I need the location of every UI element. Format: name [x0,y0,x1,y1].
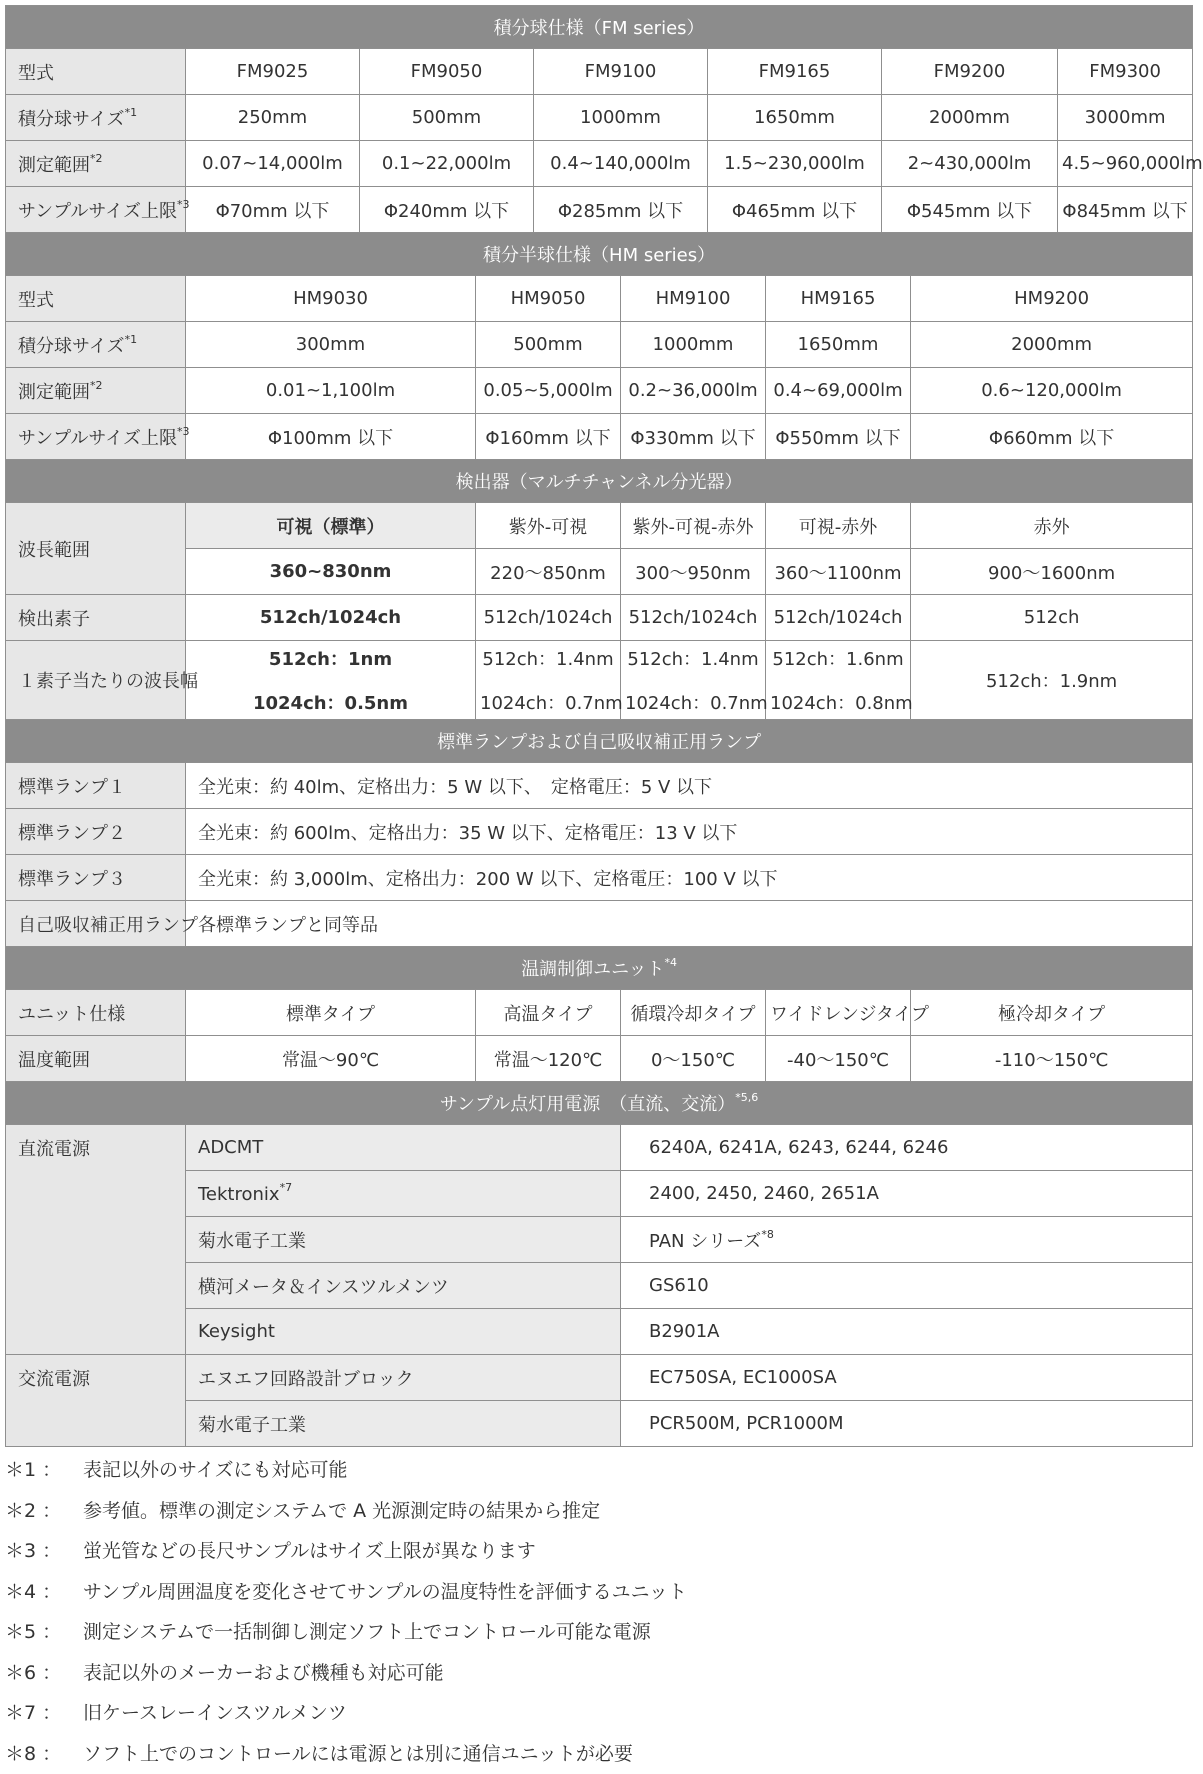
hm-range-cell: 0.6~120,000lm [911,368,1193,414]
fm-size-cell: 3000mm [1058,95,1193,141]
hm-sample-cell: Φ100mm 以下 [186,414,476,460]
temp-range-label: 温度範囲 [6,1036,186,1082]
detector-element-cell: 512ch/1024ch [766,595,911,641]
spec-table [5,5,1203,1447]
lamp-value: 全光束：約 40lm、定格出力：5 W 以下、 定格電圧：5 V 以下 [186,763,1193,809]
fm-sample-cell: Φ70mm 以下 [186,187,360,233]
power-models: PCR500M, PCR1000M [621,1401,1193,1447]
temp-range-cell: -40～150℃ [766,1036,911,1082]
fm-range-cell: 4.5~960,000lm [1058,141,1193,187]
dc-power-label: 直流電源 [6,1125,186,1355]
fm-size-cell: 500mm [360,95,534,141]
temp-type-cell: 標準タイプ [186,990,476,1036]
detector-wave-cell: 220～850nm [476,549,621,595]
fm-model-cell: FM9025 [186,49,360,95]
footnotes [5,1450,1185,1774]
spec-sheet [5,5,1203,1447]
temp-range-cell: 0～150℃ [621,1036,766,1082]
fm-size-row [6,95,1193,141]
footnote: ＊3 ： 蛍光管などの長尺サンプルはサイズ上限が異なります [5,1540,536,1562]
detector-width-cell: 512ch：1.6nm 1024ch：0.8nm [766,641,911,720]
fm-model-cell: FM9165 [708,49,882,95]
fm-model-label: 型式 [6,49,186,95]
fm-section-title: 積分球仕様（FM series） [6,6,1193,49]
fm-range-cell: 0.07~14,000lm [186,141,360,187]
detector-type-cell: 紫外-可視 [476,503,621,549]
temp-spec-label: ユニット仕様 [6,990,186,1036]
hm-size-cell: 1000mm [621,322,766,368]
hm-range-cell: 0.05~5,000lm [476,368,621,414]
detector-wave-cell: 360～1100nm [766,549,911,595]
hm-size-cell: 500mm [476,322,621,368]
temp-section-title: 温調制御ユニット$^{*4}$ [6,947,1193,990]
detector-element-cell: 512ch/1024ch [186,595,476,641]
detector-width-cell: 512ch：1.9nm [911,641,1193,720]
hm-section-title: 積分半球仕様（HM series） [6,233,1193,276]
fm-model-cell: FM9200 [882,49,1058,95]
lamp-row [6,901,1193,947]
detector-type-cell: 赤外 [911,503,1193,549]
fm-model-cell: FM9100 [534,49,708,95]
fm-size-cell: 1650mm [708,95,882,141]
power-row [6,1125,1193,1171]
lamp-label: 自己吸収補正用ランプ [6,901,186,947]
power-models: GS610 [621,1263,1193,1309]
lamp-label: 標準ランプ２ [6,809,186,855]
detector-wave-cell: 300～950nm [621,549,766,595]
temp-type-cell: 極冷却タイプ [911,990,1193,1036]
lamp-row [6,809,1193,855]
fm-model-cell: FM9050 [360,49,534,95]
lamp-value: 各標準ランプと同等品 [186,901,1193,947]
detector-element-label: 検出素子 [6,595,186,641]
detector-element-cell: 512ch [911,595,1193,641]
hm-model-cell: HM9030 [186,276,476,322]
fm-model-cell: FM9300 [1058,49,1193,95]
detector-wave-cell: 900～1600nm [911,549,1193,595]
temp-type-cell: 循環冷却タイプ [621,990,766,1036]
fm-sample-cell: Φ285mm 以下 [534,187,708,233]
hm-sample-label: サンプルサイズ上限$^{*3}$ [6,414,186,460]
footnote: ＊2 ： 参考値。標準の測定システムで A 光源測定時の結果から推定 [5,1499,601,1522]
detector-wave-cell: 360~830nm [186,549,476,595]
fm-sample-cell: Φ240mm 以下 [360,187,534,233]
fm-size-cell: 250mm [186,95,360,141]
power-models: B2901A [621,1309,1193,1355]
fm-size-cell: 1000mm [534,95,708,141]
detector-width-cell: 512ch：1nm 1024ch：0.5nm [186,641,476,720]
detector-width-label: １素子当たりの波長幅 [6,641,186,720]
fm-range-label: 測定範囲$^{*2}$ [6,141,186,187]
hm-model-cell: HM9100 [621,276,766,322]
hm-sample-cell: Φ330mm 以下 [621,414,766,460]
detector-type-row [6,503,1193,549]
temp-range-cell: 常温～120℃ [476,1036,621,1082]
fm-range-cell: 0.1~22,000lm [360,141,534,187]
footnote: ＊6 ： 表記以外のメーカーおよび機種も対応可能 [5,1661,444,1684]
hm-model-cell: HM9165 [766,276,911,322]
fm-range-row [6,141,1193,187]
power-maker: Keysight [186,1309,621,1355]
detector-element-row [6,595,1193,641]
fm-range-cell: 2~430,000lm [882,141,1058,187]
hm-sample-row [6,414,1193,460]
power-models: EC750SA, EC1000SA [621,1355,1193,1401]
detector-wave-label: 波長範囲 [6,503,186,595]
fm-sample-label: サンプルサイズ上限$^{*3}$ [6,187,186,233]
fm-sample-row [6,187,1193,233]
temp-spec-row [6,990,1193,1036]
power-maker: Tektronix$^{*7}$ [186,1171,621,1217]
hm-range-cell: 0.2~36,000lm [621,368,766,414]
temp-type-cell: 高温タイプ [476,990,621,1036]
footnote: ＊1 ： 表記以外のサイズにも対応可能 [5,1459,348,1481]
detector-element-cell: 512ch/1024ch [476,595,621,641]
hm-model-label: 型式 [6,276,186,322]
hm-size-row [6,322,1193,368]
power-maker: エヌエフ回路設計ブロック [186,1355,621,1401]
power-maker: 菊水電子工業 [186,1401,621,1447]
lamp-label: 標準ランプ３ [6,855,186,901]
hm-model-cell: HM9200 [911,276,1193,322]
footnote: ＊7 ： 旧ケースレーインスツルメンツ [5,1702,347,1724]
hm-sample-cell: Φ660mm 以下 [911,414,1193,460]
hm-size-cell: 2000mm [911,322,1193,368]
hm-size-label: 積分球サイズ$^{*1}$ [6,322,186,368]
power-maker: ADCMT [186,1125,621,1171]
temp-range-cell: 常温～90℃ [186,1036,476,1082]
detector-type-cell: 可視-赤外 [766,503,911,549]
hm-size-cell: 1650mm [766,322,911,368]
power-row [6,1355,1193,1401]
fm-sample-cell: Φ465mm 以下 [708,187,882,233]
hm-sample-cell: Φ160mm 以下 [476,414,621,460]
lamp-value: 全光束：約 600lm、定格出力：35 W 以下、定格電圧：13 V 以下 [186,809,1193,855]
detector-element-cell: 512ch/1024ch [621,595,766,641]
hm-range-cell: 0.01~1,100lm [186,368,476,414]
detector-type-cell: 紫外-可視-赤外 [621,503,766,549]
power-models: 6240A, 6241A, 6243, 6244, 6246 [621,1125,1193,1171]
lamp-label: 標準ランプ１ [6,763,186,809]
power-section-title: サンプル点灯用電源 （直流、交流）$^{*5,6}$ [6,1082,1193,1125]
fm-model-row [6,49,1193,95]
fm-sample-cell: Φ845mm 以下 [1058,187,1193,233]
hm-model-cell: HM9050 [476,276,621,322]
footnote: ＊4 ： サンプル周囲温度を変化させてサンプルの温度特性を評価するユニット [5,1580,687,1603]
footnote: ＊5 ： 測定システムで一括制御し測定ソフト上でコントロール可能な電源 [5,1621,651,1643]
hm-size-cell: 300mm [186,322,476,368]
fm-sample-cell: Φ545mm 以下 [882,187,1058,233]
fm-size-cell: 2000mm [882,95,1058,141]
hm-range-cell: 0.4~69,000lm [766,368,911,414]
detector-section-title: 検出器（マルチチャンネル分光器） [6,460,1193,503]
lamp-value: 全光束：約 3,000lm、定格出力：200 W 以下、定格電圧：100 V 以下 [186,855,1193,901]
fm-range-cell: 1.5~230,000lm [708,141,882,187]
footnote: ＊8 ： ソフト上でのコントロールには電源とは別に通信ユニットが必要 [5,1742,633,1765]
power-maker: 横河メータ＆インスツルメンツ [186,1263,621,1309]
detector-width-cell: 512ch：1.4nm 1024ch：0.7nm [476,641,621,720]
fm-size-label: 積分球サイズ$^{*1}$ [6,95,186,141]
hm-sample-cell: Φ550mm 以下 [766,414,911,460]
lamp-section-title: 標準ランプおよび自己吸収補正用ランプ [6,720,1193,763]
power-models: 2400, 2450, 2460, 2651A [621,1171,1193,1217]
fm-range-cell: 0.4~140,000lm [534,141,708,187]
temp-range-cell: -110～150℃ [911,1036,1193,1082]
detector-width-cell: 512ch：1.4nm 1024ch：0.7nm [621,641,766,720]
hm-range-row [6,368,1193,414]
hm-range-label: 測定範囲$^{*2}$ [6,368,186,414]
ac-power-label: 交流電源 [6,1355,186,1447]
power-maker: 菊水電子工業 [186,1217,621,1263]
hm-model-row [6,276,1193,322]
lamp-row [6,855,1193,901]
detector-type-cell: 可視（標準） [186,503,476,549]
temp-type-cell: ワイドレンジタイプ [766,990,911,1036]
detector-width-row [6,641,1193,720]
lamp-row [6,763,1193,809]
power-models: PAN シリーズ$^{*8}$ [621,1217,1193,1263]
temp-range-row [6,1036,1193,1082]
